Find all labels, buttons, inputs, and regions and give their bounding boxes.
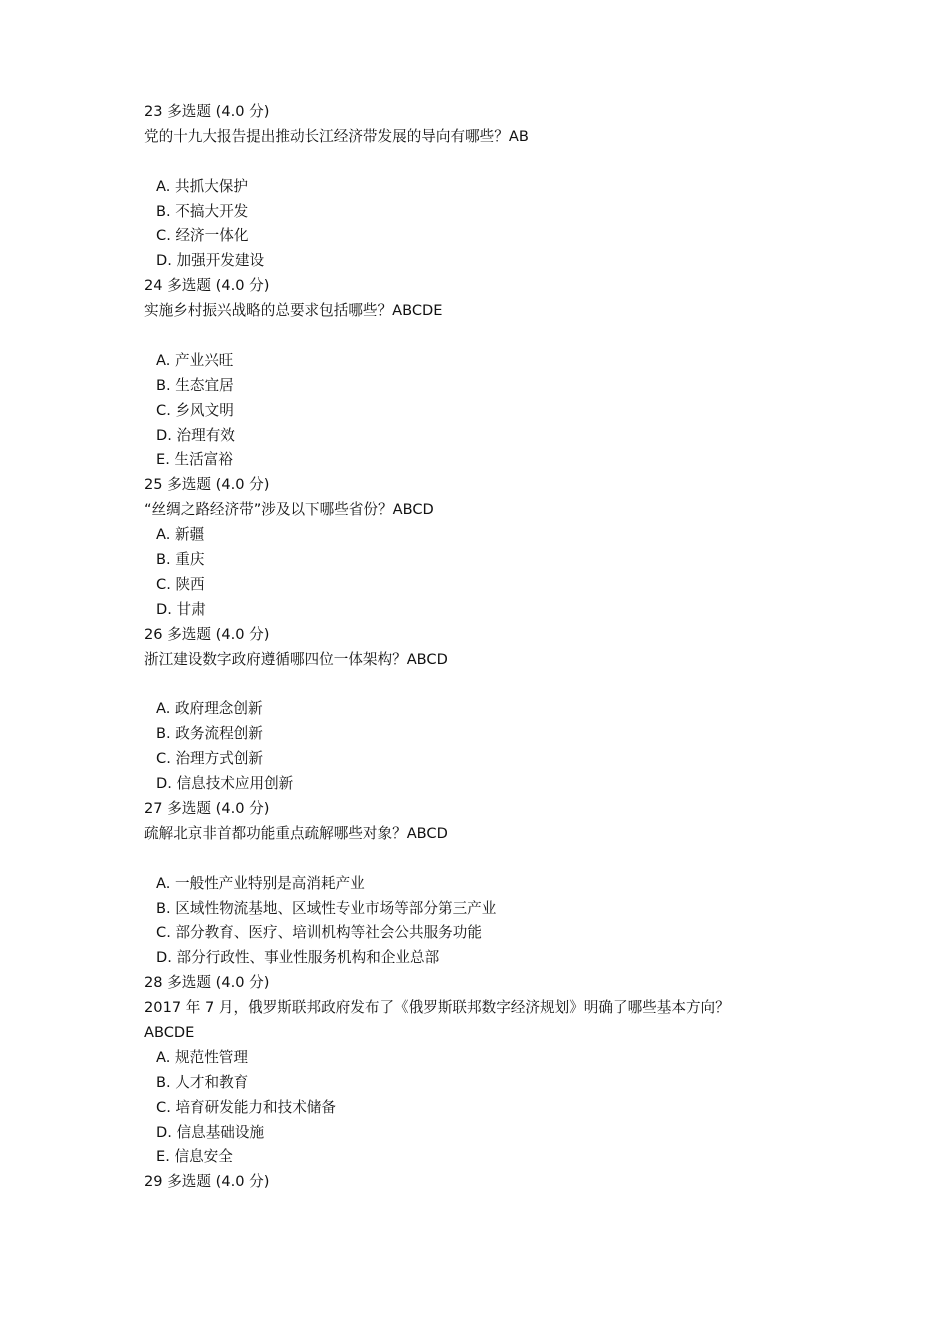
- question-27-option-d: D. 部分行政性、事业性服务机构和企业总部: [156, 949, 440, 967]
- question-27-option-a: A. 一般性产业特别是高消耗产业: [156, 874, 365, 892]
- question-26-stem: 浙江建设数字政府遵循哪四位一体架构？ABCD: [144, 650, 448, 668]
- question-25-option-d: D. 甘肃: [156, 600, 206, 618]
- question-28-option-d: D. 信息基础设施: [156, 1123, 265, 1141]
- question-26-heading: 26 多选题 (4.0 分): [144, 625, 270, 643]
- question-27-stem: 疏解北京非首都功能重点疏解哪些对象？ABCD: [144, 824, 448, 842]
- blank-line: [144, 672, 824, 697]
- question-23-option-c: C. 经济一体化: [156, 227, 249, 245]
- question-28-option-a: A. 规范性管理: [156, 1048, 248, 1066]
- question-25-heading: 25 多选题 (4.0 分): [144, 476, 270, 494]
- question-27-heading: 27 多选题 (4.0 分): [144, 799, 270, 817]
- question-24-heading: 24 多选题 (4.0 分): [144, 277, 270, 295]
- question-26-option-d: D. 信息技术应用创新: [156, 775, 294, 793]
- question-26-option-a: A. 政府理念创新: [156, 700, 263, 718]
- question-28-stem-continued: ABCDE: [144, 1023, 195, 1041]
- question-29-heading: 29 多选题 (4.0 分): [144, 1173, 270, 1191]
- question-24-option-d: D. 治理有效: [156, 426, 235, 444]
- blank-line: [144, 324, 824, 349]
- document-page: [144, 100, 824, 1195]
- question-23-option-a: A. 共抓大保护: [156, 177, 248, 195]
- blank-line: [144, 847, 824, 872]
- question-26-option-c: C. 治理方式创新: [156, 750, 264, 768]
- question-24-option-b: B. 生态宜居: [156, 376, 234, 394]
- question-28-option-b: B. 人才和教育: [156, 1073, 249, 1091]
- question-23-stem: 党的十九大报告提出推动长江经济带发展的导向有哪些？AB: [144, 127, 529, 145]
- question-28-option-e: E. 信息安全: [156, 1148, 233, 1166]
- question-28-heading: 28 多选题 (4.0 分): [144, 974, 270, 992]
- question-24-option-a: A. 产业兴旺: [156, 351, 234, 369]
- question-27-option-b: B. 区域性物流基地、区域性专业市场等部分第三产业: [156, 899, 497, 917]
- question-25-option-c: C. 陕西: [156, 575, 205, 593]
- question-28-stem: 2017 年 7 月，俄罗斯联邦政府发布了《俄罗斯联邦数字经济规划》明确了哪些基本方向？: [144, 999, 730, 1017]
- question-28-option-c: C. 培育研发能力和技术储备: [156, 1098, 337, 1116]
- question-23-option-b: B. 不搞大开发: [156, 202, 249, 220]
- question-24-option-e: E. 生活富裕: [156, 451, 233, 469]
- question-26-option-b: B. 政务流程创新: [156, 725, 263, 743]
- question-23-heading: 23 多选题 (4.0 分): [144, 103, 270, 120]
- question-27-option-c: C. 部分教育、医疗、培训机构等社会公共服务功能: [156, 924, 482, 942]
- question-25-option-a: A. 新疆: [156, 526, 205, 544]
- blank-line: [144, 150, 824, 175]
- question-24-option-c: C. 乡风文明: [156, 401, 234, 419]
- question-25-option-b: B. 重庆: [156, 551, 205, 569]
- question-23-option-d: D. 加强开发建设: [156, 252, 265, 270]
- question-25-stem: “丝绸之路经济带”涉及以下哪些省份？ABCD: [144, 501, 434, 519]
- question-24-stem: 实施乡村振兴战略的总要求包括哪些？ABCDE: [144, 302, 443, 320]
